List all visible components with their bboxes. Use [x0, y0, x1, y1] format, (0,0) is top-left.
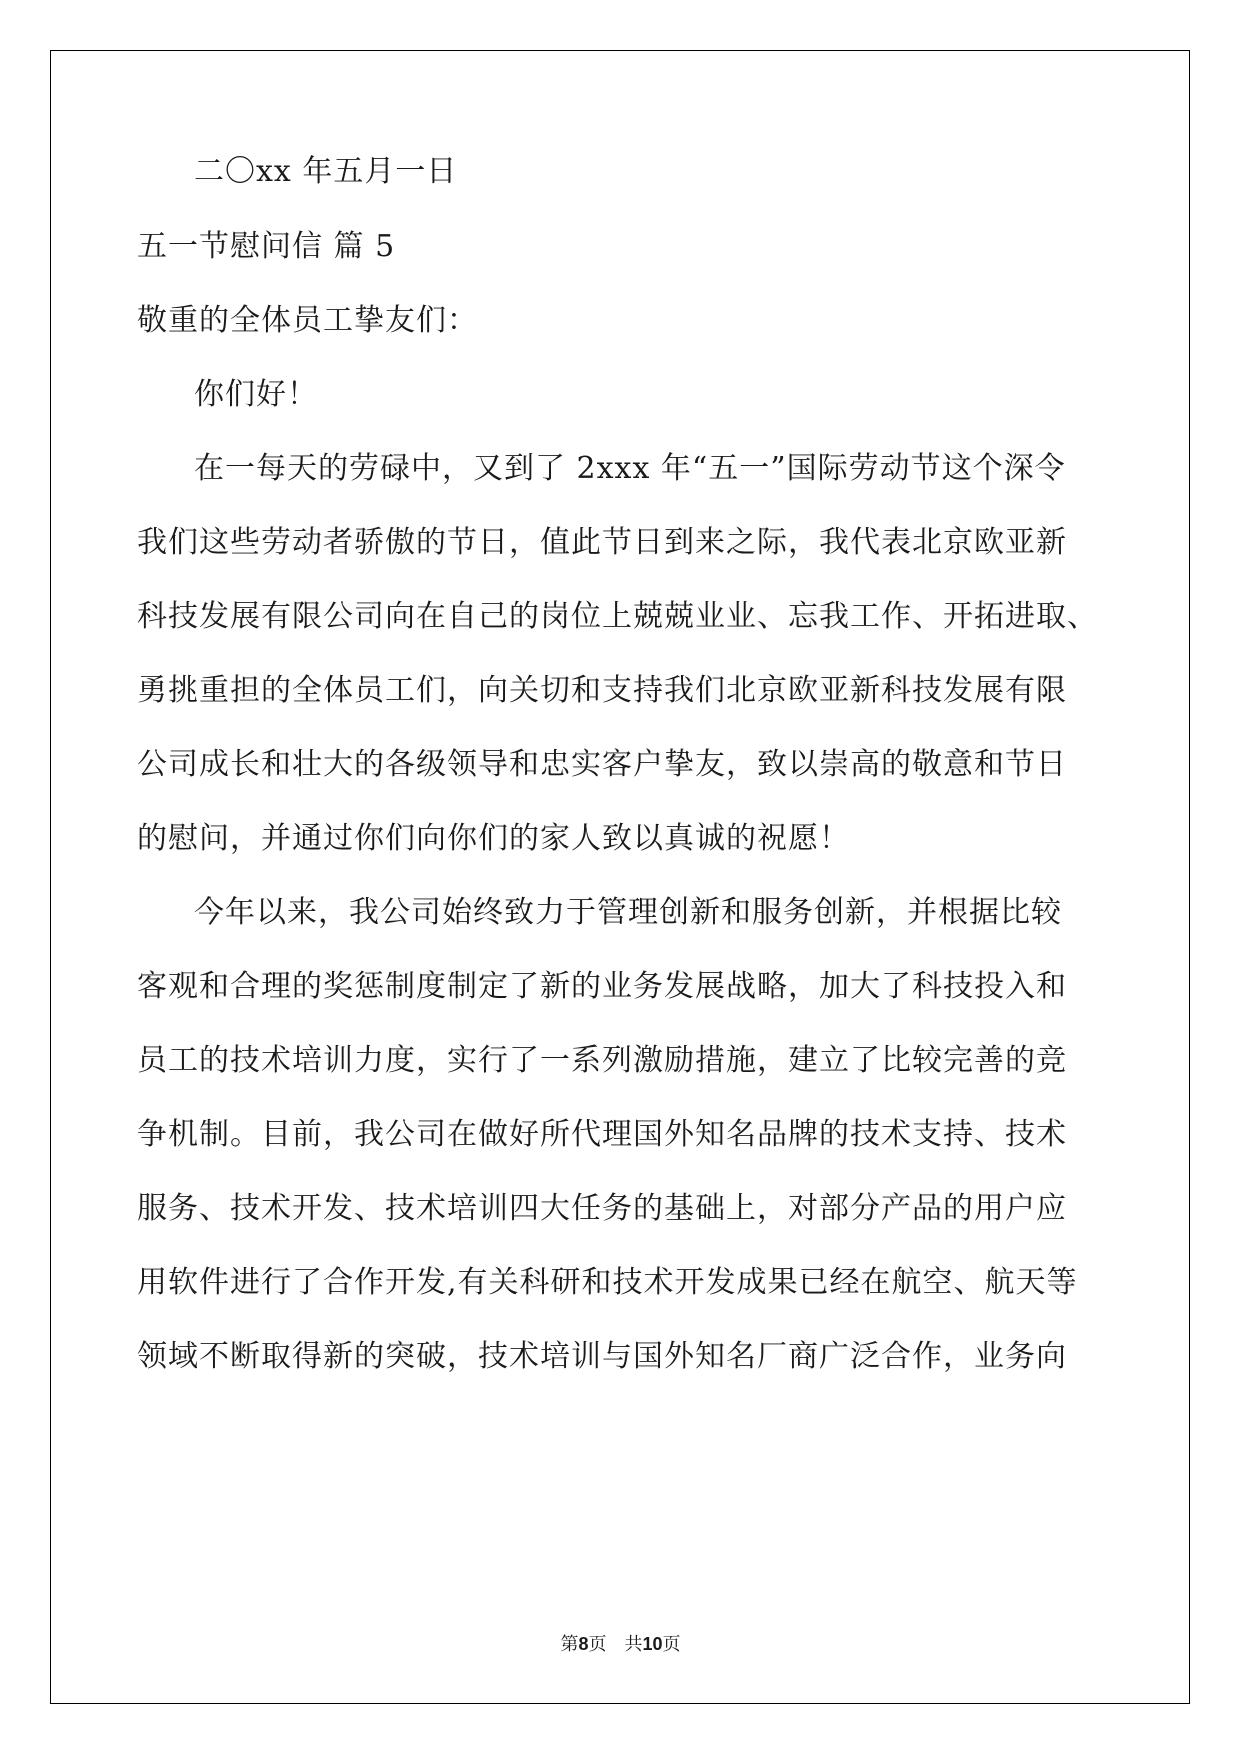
paragraph2-line2: 客观和合理的奖惩制度制定了新的业务发展战略，加大了科技投入和 — [137, 969, 1067, 1004]
paragraph1-line4: 勇挑重担的全体员工们，向关切和支持我们北京欧亚新科技发展有限 — [137, 673, 1067, 708]
paragraph1-line1: 在一每天的劳碌中，又到了 2xxx 年“五一”国际劳动节这个深令 — [194, 451, 1066, 486]
footer-suffix: 页 — [662, 1634, 681, 1655]
page-border — [50, 50, 1190, 1704]
paragraph2-line6: 用软件进行了合作开发,有关科研和技术开发成果已经在航空、航天等 — [137, 1265, 1078, 1300]
paragraph2-line1: 今年以来，我公司始终致力于管理创新和服务创新，并根据比较 — [194, 895, 1062, 930]
paragraph1-line3: 科技发展有限公司向在自己的岗位上兢兢业业、忘我工作、开拓进取、 — [137, 599, 1098, 634]
total-page-number: 10 — [642, 1634, 663, 1654]
paragraph1-line2: 我们这些劳动者骄傲的节日，值此节日到来之际，我代表北京欧亚新 — [137, 525, 1067, 560]
paragraph2-line3: 员工的技术培训力度，实行了一系列激励措施，建立了比较完善的竞 — [137, 1043, 1067, 1078]
footer-prefix: 第 — [560, 1634, 579, 1655]
paragraph2-line5: 服务、技术开发、技术培训四大任务的基础上，对部分产品的用户应 — [137, 1191, 1067, 1226]
current-page-number: 8 — [578, 1634, 589, 1654]
greeting: 你们好！ — [194, 377, 318, 412]
date-line: 二〇xx 年五月一日 — [194, 154, 458, 189]
paragraph1-line5: 公司成长和壮大的各级领导和忠实客户挚友，致以崇高的敬意和节日 — [137, 747, 1067, 782]
section-title: 五一节慰问信 篇 5 — [137, 229, 396, 264]
paragraph1-line6: 的慰问，并通过你们向你们的家人致以真诚的祝愿！ — [137, 821, 850, 856]
footer-mid: 页 共 — [588, 1634, 643, 1655]
page-footer — [0, 1632, 1241, 1657]
salutation: 敬重的全体员工挚友们： — [137, 303, 478, 338]
paragraph2-line7: 领域不断取得新的突破，技术培训与国外知名厂商广泛合作，业务向 — [137, 1339, 1067, 1374]
paragraph2-line4: 争机制。目前，我公司在做好所代理国外知名品牌的技术支持、技术 — [137, 1117, 1067, 1152]
